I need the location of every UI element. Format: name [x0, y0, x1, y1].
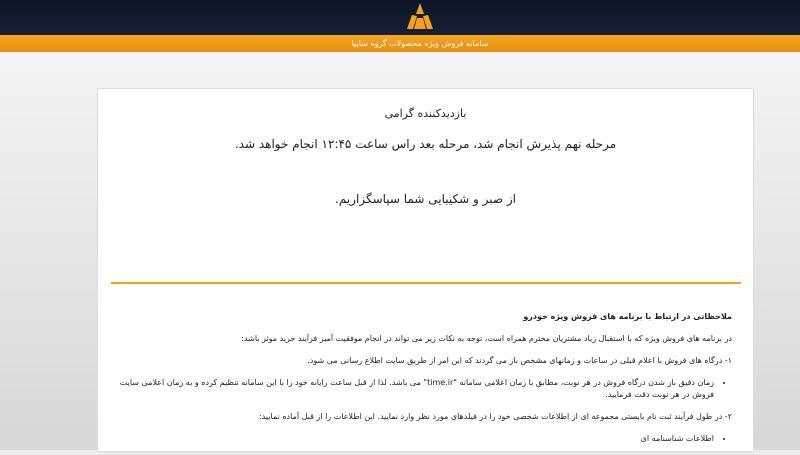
greeting-text: بازدیدکننده گرامی: [384, 107, 467, 120]
notes-intro: در برنامه های فروش ویژه که با استقبال زیاد مشتریان محترم همراه است، توجه به نکات زیر می تواند در انجام موفقیت آمیز فرآیند خرید موثر باشد:: [241, 334, 732, 343]
notes-item-2: ۲- در طول فرآیند ثبت نام بایستی مجموعه ای از اطلاعات شخصی خود را در فیلدهای مورد نظر وارد نمایید. این اطلاعات را از قبل آماده نمایید:: [258, 412, 732, 421]
notes-section: [116, 311, 732, 455]
notes-item-1: ۱- درگاه های فروش با اعلام قبلی در ساعات و زمانهای مشخص باز می گردند که این امر از طریق سایت اطلاع رسانی می شود.: [307, 356, 732, 365]
status-message: مرحله نهم پذیرش انجام شد، مرحله بعد راس ساعت ۱۲:۴۵ انجام خواهد شد.: [234, 137, 617, 151]
orange-divider: [111, 282, 741, 284]
thanks-message: از صبر و شکیبایی شما سپاسگزاریم.: [335, 192, 516, 206]
notes-item-1-bullet: • زمان دقیق باز شدن درگاه فروش در هر نوبت، مطابق با زمان اعلامی سامانه "time.ir" می باشد. لذا از قبل ساعت رایانه خود را با این سامانه تنظیم کرده و به زمان اعلامی سایت فروش در هر نوبت دقت فرمایید.: [116, 377, 714, 401]
site-tagline: سامانه فروش ویژه محصولات گروه سایپا: [351, 39, 489, 48]
message-card: [97, 88, 754, 452]
notes-title: ملاحظاتی در ارتباط با برنامه های فروش ویژه خودرو: [523, 312, 732, 321]
notes-item-1-list: [116, 377, 732, 401]
notes-item-2-list: [116, 433, 732, 445]
saipa-logo[interactable]: [402, 2, 438, 32]
notes-item-2-bullet: • اطلاعات شناسنامه ای: [116, 433, 714, 445]
